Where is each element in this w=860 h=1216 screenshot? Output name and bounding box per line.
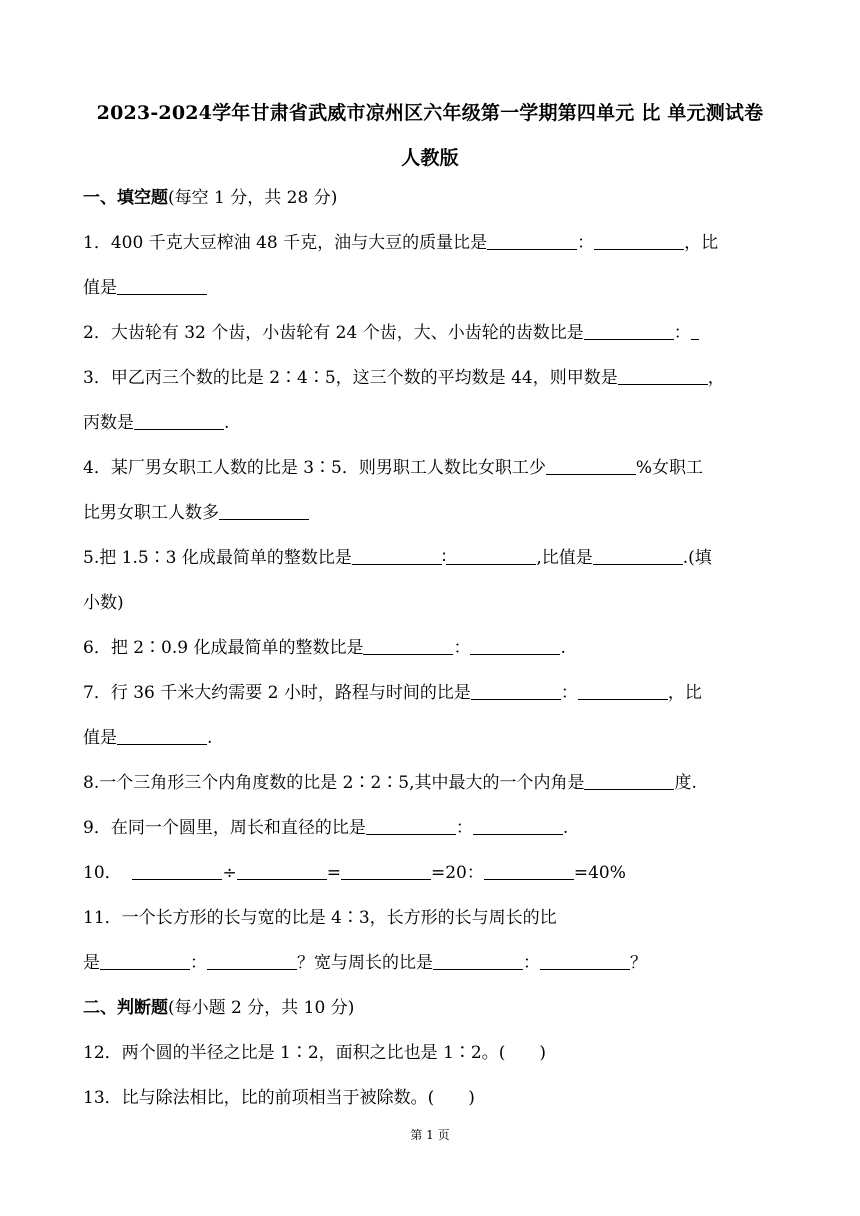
question-8: 8.一个三角形三个内角度数的比是 2∶2∶5,其中最大的一个内角是 度. [83,773,697,793]
answer-blank[interactable] [134,413,224,430]
answer-blank[interactable] [691,323,699,340]
answer-blank[interactable] [117,728,207,745]
question-7: 7．行 36 千米大约需要 2 小时，路程与时间的比是 ： ，比 [83,683,702,703]
question-11: 11．一个长方形的长与宽的比是 4∶3，长方形的长与周长的比 [83,908,557,928]
answer-blank[interactable] [117,278,207,295]
answer-blank[interactable] [132,863,222,880]
section-heading-true-false: 二、判断题(每小题 2 分，共 10 分) [83,998,355,1018]
question-10: 10． ÷ = =20： =40% [83,863,626,883]
answer-blank[interactable] [584,323,674,340]
answer-blank[interactable] [219,503,309,520]
question-12: 12．两个圆的半径之比是 1∶2，面积之比也是 1∶2。( ) [83,1043,546,1063]
answer-blank[interactable] [594,233,684,250]
question-5: 5.把 1.5∶3 化成最简单的整数比是 ∶ ,比值是 .(填 [83,548,712,568]
question-7-cont: 值是 . [83,728,213,748]
answer-blank[interactable] [484,863,574,880]
answer-blank[interactable] [593,548,683,565]
question-4-cont: 比男女职工人数多 [83,502,783,524]
question-2: 2．大齿轮有 32 个齿，小齿轮有 24 个齿，大、小齿轮的齿数比是 ： [83,322,783,344]
answer-blank[interactable] [618,368,708,385]
answer-blank[interactable] [471,683,561,700]
document-subtitle: 人教版 [401,147,459,169]
answer-blank[interactable] [341,863,431,880]
answer-blank[interactable] [363,638,453,655]
question-13: 13．比与除法相比，比的前项相当于被除数。( ) [83,1088,475,1108]
answer-blank[interactable] [446,548,536,565]
answer-blank[interactable] [578,683,668,700]
question-3: 3．甲乙丙三个数的比是 2∶4∶5，这三个数的平均数是 44，则甲数是 ， [83,368,725,388]
answer-blank[interactable] [546,458,636,475]
answer-blank[interactable] [433,953,523,970]
question-3-cont: 丙数是 . [83,413,230,433]
answer-blank[interactable] [487,233,577,250]
answer-blank[interactable] [366,818,456,835]
answer-blank[interactable] [207,953,297,970]
answer-blank[interactable] [470,638,560,655]
answer-blank[interactable] [473,818,563,835]
question-9: 9．在同一个圆里，周长和直径的比是 ： . [83,818,569,838]
question-11-cont: 是 ： ？宽与周长的比是 ： ？ [83,953,647,973]
question-4: 4．某厂男女职工人数的比是 3∶5．则男职工人数比女职工少 %女职工 [83,458,704,478]
answer-blank[interactable] [100,953,190,970]
answer-blank[interactable] [352,548,442,565]
page-number: 第 1 页 [410,1128,450,1142]
answer-blank[interactable] [584,773,674,790]
question-5-cont: 小数) [83,593,124,613]
document-title: 2023-2024学年甘肃省武威市凉州区六年级第一学期第四单元 比 单元测试卷 [96,102,764,124]
question-6: 6．把 2∶0.9 化成最简单的整数比是 ： . [83,638,566,658]
question-1: 1．400 千克大豆榨油 48 千克，油与大豆的质量比是 ： ，比 [83,233,719,253]
answer-blank[interactable] [237,863,327,880]
answer-blank[interactable] [540,953,630,970]
section-heading-fill-blank: 一、填空题(每空 1 分，共 28 分) [83,188,338,208]
question-1-cont: 值是 [83,277,783,299]
